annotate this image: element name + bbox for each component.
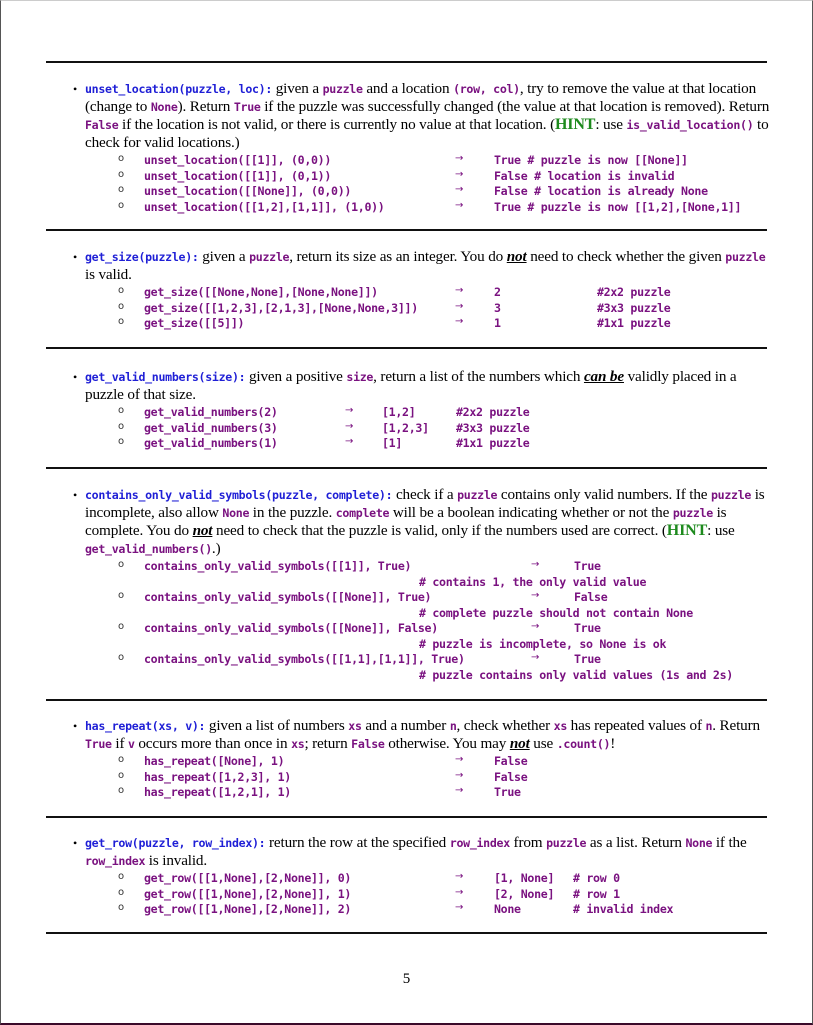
example-call: contains_only_valid_symbols([[None]], False) — [144, 621, 438, 635]
arrow-icon: → — [455, 153, 464, 164]
desc-text: given a positive — [245, 368, 347, 385]
function-signature: unset_location(puzzle, loc): — [85, 82, 273, 96]
example-call: get_valid_numbers(1) — [144, 436, 278, 450]
example-comment: #1x1 puzzle — [456, 436, 530, 450]
emphasis-text: can be — [583, 368, 624, 385]
example-row — [73, 285, 773, 301]
example-result: 2 — [494, 285, 501, 299]
hint-label: HINT — [666, 522, 708, 539]
arrow-icon: → — [455, 769, 464, 781]
bullet-icon: • — [73, 488, 78, 502]
example-call: has_repeat([1,2,3], 1) — [144, 769, 291, 784]
function-description — [73, 80, 773, 152]
sub-bullet-icon: o — [118, 769, 124, 781]
example-comment: # contains 1, the only valid value — [419, 574, 647, 589]
desc-text: as a list. Return — [586, 834, 686, 851]
bullet-icon: • — [73, 82, 78, 96]
divider — [46, 229, 767, 231]
sub-bullet-icon: o — [118, 871, 124, 882]
desc-text: return the row at the specified — [265, 834, 450, 851]
bullet-icon: • — [73, 836, 78, 850]
arrow-icon: → — [531, 590, 540, 601]
example-result: False — [574, 590, 608, 604]
code-inline: (row, col) — [453, 82, 520, 96]
example-result: True — [574, 652, 601, 666]
code-inline: n — [449, 719, 457, 733]
code-inline: is_valid_location() — [626, 118, 754, 132]
arrow-icon: → — [455, 184, 464, 195]
desc-text: use — [529, 735, 557, 752]
example-result: False — [494, 769, 528, 784]
function-description — [73, 486, 773, 558]
example-comment: #2x2 puzzle — [456, 405, 530, 419]
example-row — [73, 559, 773, 575]
examples-list — [73, 153, 773, 215]
example-call: get_size([[1,2,3],[2,1,3],[None,None,3]]) — [144, 300, 418, 315]
desc-text: is valid. — [85, 266, 132, 283]
example-comment: # puzzle contains only valid values (1s and 2s) — [419, 667, 733, 682]
desc-text: : use — [595, 116, 627, 133]
example-comment: # invalid index — [573, 902, 674, 916]
code-inline: puzzle — [457, 488, 498, 502]
desc-text: if the location is not valid, or there is currently no value at that location. ( — [118, 116, 555, 133]
desc-text: . Return — [712, 717, 760, 734]
section-has-repeat — [73, 717, 773, 801]
example-call: unset_location([[1]], (0,0)) — [144, 153, 332, 167]
example-row — [73, 153, 773, 169]
desc-text: is incomplete, also allow — [85, 486, 765, 521]
example-result: False — [494, 754, 528, 768]
sub-bullet-icon: o — [118, 652, 124, 663]
desc-text: , return its size as an integer. You do — [289, 248, 507, 265]
example-result: 1 — [494, 316, 501, 330]
desc-text: and a location — [362, 80, 454, 97]
desc-text: , try to remove the value at that location (change to — [85, 80, 757, 115]
code-inline: None — [150, 100, 178, 114]
desc-text: given a — [198, 248, 250, 265]
emphasis-text: not — [509, 735, 530, 752]
desc-text: , check whether — [456, 717, 554, 734]
example-call: get_size([[None,None],[None,None]]) — [144, 285, 378, 299]
example-call: get_valid_numbers(2) — [144, 405, 278, 419]
divider — [46, 61, 767, 63]
desc-text: in the puzzle. — [249, 504, 336, 521]
desc-text: , return a list of the numbers which — [373, 368, 584, 385]
examples-list — [73, 871, 773, 918]
arrow-icon: → — [531, 559, 540, 570]
example-result: [2, None] — [494, 886, 555, 901]
desc-text: need to check that the puzzle is valid, only if the numbers used are correct. ( — [212, 522, 667, 539]
example-row — [73, 169, 773, 185]
desc-text: from — [509, 834, 547, 851]
example-result: [1,2,3] — [382, 420, 429, 435]
code-inline: row_index — [85, 854, 146, 868]
divider — [46, 932, 767, 934]
example-row — [73, 770, 773, 786]
examples-list — [73, 285, 773, 332]
example-result: 3 — [494, 300, 501, 315]
function-description — [73, 834, 773, 870]
example-row — [73, 301, 773, 317]
example-call: contains_only_valid_symbols([[None]], True) — [144, 590, 432, 604]
arrow-icon: → — [455, 285, 464, 296]
example-call: unset_location([[None]], (0,0)) — [144, 184, 352, 198]
desc-text: is invalid. — [145, 852, 208, 869]
example-result: True # puzzle is now [[1,2],[None,1]] — [494, 199, 742, 214]
function-signature: contains_only_valid_symbols(puzzle, complete): — [85, 488, 393, 502]
example-result: True — [574, 559, 601, 573]
example-row — [73, 316, 773, 332]
example-comment-row — [73, 575, 773, 591]
section-unset-location — [73, 80, 773, 215]
example-comment-row — [73, 606, 773, 622]
code-inline: get_valid_numbers() — [85, 542, 212, 556]
sub-bullet-icon: o — [118, 300, 124, 312]
example-row — [73, 871, 773, 887]
arrow-icon: → — [531, 621, 540, 632]
example-result: True — [494, 785, 521, 799]
arrow-icon: → — [455, 785, 464, 796]
sub-bullet-icon: o — [118, 153, 124, 164]
arrow-icon: → — [455, 871, 464, 882]
arrow-icon: → — [455, 902, 464, 913]
example-call: has_repeat([1,2,1], 1) — [144, 785, 291, 799]
desc-text: given a — [272, 80, 323, 97]
arrow-icon: → — [345, 420, 354, 432]
desc-text: ; return — [304, 735, 352, 752]
example-comment: #3x3 puzzle — [597, 300, 671, 315]
desc-text: otherwise. You may — [384, 735, 510, 752]
code-inline: xs — [291, 737, 305, 751]
sub-bullet-icon: o — [118, 168, 124, 180]
code-inline: None — [222, 506, 250, 520]
arrow-icon: → — [345, 405, 354, 416]
example-call: get_size([[5]]) — [144, 316, 245, 330]
example-comment: #3x3 puzzle — [456, 420, 530, 435]
code-inline: n — [705, 719, 713, 733]
example-comment: # complete puzzle should not contain None — [419, 605, 693, 620]
page-number: 5 — [402, 971, 411, 987]
code-inline: None — [685, 836, 713, 850]
example-comment: # row 0 — [573, 871, 620, 885]
example-result: True — [574, 621, 601, 635]
desc-text: will be a boolean indicating whether or not the — [389, 504, 673, 521]
example-row — [73, 887, 773, 903]
code-inline: .count() — [556, 737, 611, 751]
desc-text: and a number — [361, 717, 450, 734]
code-inline: row_index — [449, 836, 510, 850]
hint-label: HINT — [555, 116, 596, 133]
desc-text: if the — [712, 834, 747, 851]
example-call: contains_only_valid_symbols([[1]], True) — [144, 559, 412, 573]
arrow-icon: → — [455, 886, 464, 898]
sub-bullet-icon: o — [118, 199, 124, 211]
sub-bullet-icon: o — [118, 405, 124, 416]
code-inline: puzzle — [322, 82, 363, 96]
code-inline: xs — [348, 719, 362, 733]
arrow-icon: → — [531, 652, 540, 663]
emphasis-text: not — [506, 248, 527, 265]
arrow-icon: → — [455, 300, 464, 312]
example-row — [73, 184, 773, 200]
desc-text: has repeated values of — [567, 717, 706, 734]
divider — [46, 699, 767, 701]
example-result: False # location is invalid — [494, 168, 675, 183]
example-row — [73, 590, 773, 606]
example-row — [73, 200, 773, 216]
desc-text: : use — [707, 522, 735, 539]
example-call: has_repeat([None], 1) — [144, 754, 285, 768]
example-row — [73, 421, 773, 437]
section-get-size — [73, 248, 773, 332]
section-contains-only-valid-symbols — [73, 486, 773, 683]
code-inline: puzzle — [672, 506, 713, 520]
code-inline: puzzle — [546, 836, 587, 850]
examples-list — [73, 405, 773, 452]
section-get-row — [73, 834, 773, 918]
code-inline: size — [346, 370, 374, 384]
example-row — [73, 405, 773, 421]
code-inline: xs — [553, 719, 568, 733]
example-comment: #1x1 puzzle — [597, 316, 671, 330]
emphasis-text: not — [192, 522, 213, 539]
section-get-valid-numbers — [73, 368, 773, 452]
code-inline: puzzle — [249, 250, 290, 264]
sub-bullet-icon: o — [118, 785, 124, 796]
example-call: unset_location([[1,2],[1,1]], (1,0)) — [144, 199, 385, 214]
examples-list — [73, 559, 773, 683]
desc-text: to check for valid locations.) — [85, 116, 769, 151]
divider — [46, 467, 767, 469]
sub-bullet-icon: o — [118, 559, 124, 570]
sub-bullet-icon: o — [118, 590, 124, 601]
code-inline: puzzle — [711, 488, 752, 502]
example-result: [1,2] — [382, 405, 416, 419]
example-row — [73, 621, 773, 637]
bullet-icon: • — [73, 370, 78, 384]
desc-text: ). Return — [177, 98, 234, 115]
example-comment: # puzzle is incomplete, so None is ok — [419, 636, 667, 651]
sub-bullet-icon: o — [118, 436, 124, 447]
example-row — [73, 902, 773, 918]
code-inline: True — [233, 100, 261, 114]
desc-text: .) — [211, 540, 221, 557]
sub-bullet-icon: o — [118, 184, 124, 195]
desc-text: contains only valid numbers. If the — [497, 486, 711, 503]
desc-text: given a list of numbers — [205, 717, 349, 734]
example-result: True # puzzle is now [[None]] — [494, 153, 688, 167]
arrow-icon: → — [455, 168, 464, 180]
divider — [46, 816, 767, 818]
desc-text: need to check whether the given — [526, 248, 726, 265]
code-inline: v — [128, 737, 135, 751]
example-comment: #2x2 puzzle — [597, 285, 671, 299]
example-row — [73, 652, 773, 668]
example-call: contains_only_valid_symbols([[1,1],[1,1]], True) — [144, 652, 465, 666]
example-row — [73, 754, 773, 770]
arrow-icon: → — [455, 199, 464, 211]
function-signature: get_row(puzzle, row_index): — [85, 836, 266, 850]
example-row — [73, 436, 773, 452]
function-description — [73, 717, 773, 753]
sub-bullet-icon: o — [118, 754, 124, 765]
desc-text: if — [111, 735, 129, 752]
example-row — [73, 785, 773, 801]
function-description — [73, 248, 773, 284]
sub-bullet-icon: o — [118, 316, 124, 327]
code-inline: complete — [335, 506, 390, 520]
arrow-icon: → — [455, 754, 464, 765]
sub-bullet-icon: o — [118, 420, 124, 432]
desc-text: validly placed in a puzzle of that size. — [85, 368, 737, 403]
example-result: [1] — [382, 436, 403, 450]
example-comment: # row 1 — [573, 886, 620, 901]
example-result: [1, None] — [494, 871, 555, 885]
bullet-icon: • — [73, 250, 78, 264]
example-result: None — [494, 902, 521, 916]
example-result: False # location is already None — [494, 184, 708, 198]
bullet-icon: • — [73, 719, 78, 733]
desc-text: is complete. You do — [85, 504, 727, 539]
sub-bullet-icon: o — [118, 902, 124, 913]
arrow-icon: → — [345, 436, 354, 447]
sub-bullet-icon: o — [118, 621, 124, 632]
example-call: get_row([[1,None],[2,None]], 0) — [144, 871, 352, 885]
example-call: unset_location([[1]], (0,1)) — [144, 168, 332, 183]
example-comment-row — [73, 668, 773, 684]
desc-text: check if a — [392, 486, 458, 503]
divider — [46, 347, 767, 349]
examples-list — [73, 754, 773, 801]
example-call: get_row([[1,None],[2,None]], 1) — [144, 886, 352, 901]
sub-bullet-icon: o — [118, 886, 124, 898]
example-comment-row — [73, 637, 773, 653]
function-signature: has_repeat(xs, v): — [85, 719, 206, 733]
example-call: get_row([[1,None],[2,None]], 2) — [144, 902, 352, 916]
example-call: get_valid_numbers(3) — [144, 420, 278, 435]
function-description — [73, 368, 773, 404]
function-signature: get_valid_numbers(size): — [85, 370, 246, 384]
function-signature: get_size(puzzle): — [85, 250, 199, 264]
code-inline: True — [85, 737, 112, 751]
code-inline: False — [85, 118, 119, 132]
code-inline: False — [351, 737, 385, 751]
code-inline: puzzle — [725, 250, 766, 264]
desc-text: if the puzzle was successfully changed (the value at that location is removed). Return — [260, 98, 770, 115]
sub-bullet-icon: o — [118, 285, 124, 296]
desc-text: ! — [610, 735, 616, 752]
arrow-icon: → — [455, 316, 464, 327]
desc-text: occurs more than once in — [134, 735, 292, 752]
